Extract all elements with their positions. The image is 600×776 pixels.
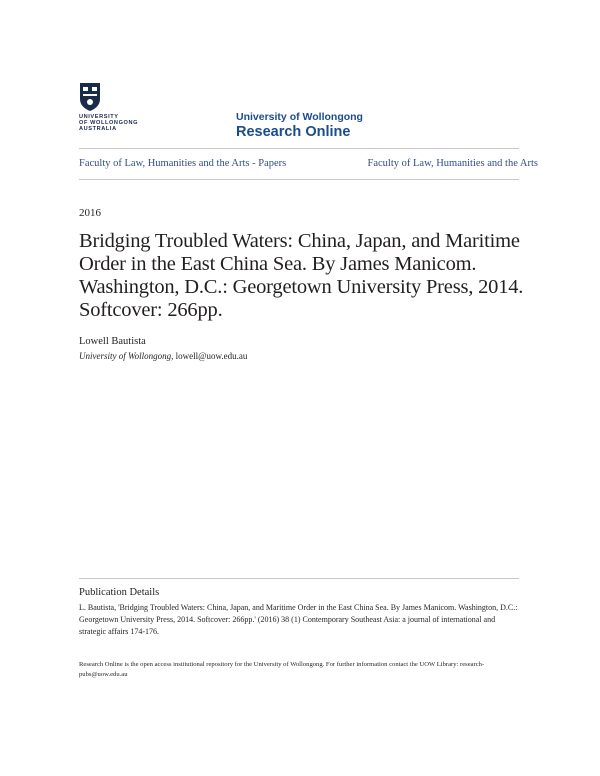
author-email: , lowell@uow.edu.au — [171, 351, 248, 361]
author-name[interactable]: Lowell Bautista — [79, 336, 146, 347]
repository-footer: Research Online is the open access institutional repository for the University of Wollongong. For further information contact the UOW Library: research-pubs@uow.edu.au — [79, 661, 485, 678]
divider-top — [79, 148, 519, 149]
logo-wordmark — [79, 115, 138, 132]
affiliation-institution: University of Wollongong — [79, 351, 172, 361]
repository-name[interactable]: Research Online — [236, 124, 351, 140]
collection-papers-link[interactable]: Faculty of Law, Humanities and the Arts - Papers — [79, 158, 287, 169]
paper-title: Bridging Troubled Waters: China, Japan, and Maritime Order in the East China Sea. By James Manicom. Washington, D.C.: Georgetown University Press, 2014. Softcover: 266pp. — [79, 230, 524, 321]
author-affiliation — [79, 351, 247, 361]
divider-nav — [79, 179, 519, 180]
crest-icon — [79, 82, 101, 112]
logo-line: UNIVERSITY — [79, 114, 119, 120]
publication-details-text: L. Bautista, 'Bridging Troubled Waters: China, Japan, and Maritime Order in the East China Sea. By James Manicom. Washington, D.C.: Georgetown University Press, 2014. Softcover: 266pp.' (2016) 38 (1) Contemporary Southeast Asia: a journal of international and strategic affairs 174-176. — [79, 603, 518, 636]
divider-details — [79, 578, 519, 579]
logo-line: OF WOLLONGONG — [79, 119, 139, 126]
university-name[interactable]: University of Wollongong — [236, 111, 363, 123]
faculty-link[interactable]: Faculty of Law, Humanities and the Arts — [367, 158, 538, 169]
university-logo — [79, 82, 149, 138]
publication-year: 2016 — [79, 207, 101, 219]
publication-details-heading: Publication Details — [79, 587, 160, 598]
logo-line: AUSTRALIA — [79, 125, 117, 132]
repository-header — [236, 111, 363, 141]
